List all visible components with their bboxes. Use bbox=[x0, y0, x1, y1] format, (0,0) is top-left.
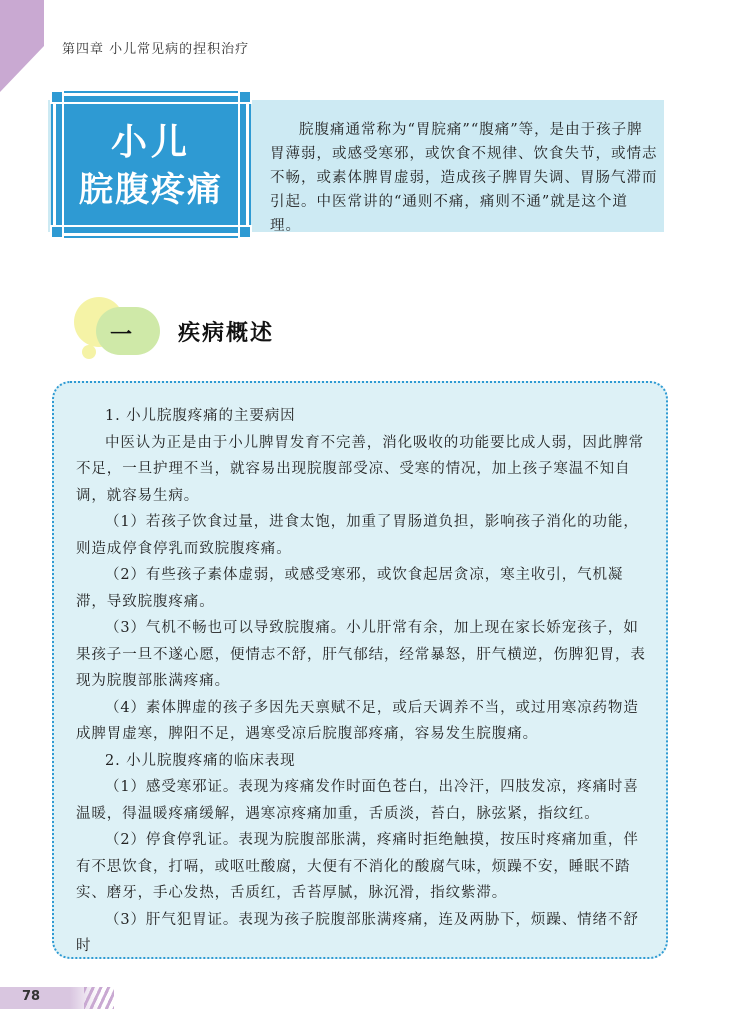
frame-corner-ornament bbox=[50, 225, 64, 239]
paragraph: （2）有些孩子素体虚弱，或感受寒邪，或饮食起居贪凉，寒主收引，气机凝滞，导致脘腹疼痛。 bbox=[76, 567, 624, 610]
paragraph: （3）气机不畅也可以导致脘腹痛。小儿肝常有余，加上现在家长娇宠孩子，如果孩子一旦不遂心愿，便情志不舒，肝气郁结，经常暴怒，肝气横逆，伤脾犯胃，表现为脘腹部胀满疼痛。 bbox=[76, 620, 646, 689]
frame-corner-ornament bbox=[238, 90, 252, 104]
subheading-symptoms: 2. 小儿脘腹疼痛的临床表现 bbox=[105, 752, 296, 769]
chapter-header: 第四章 小儿常见病的捏积治疗 bbox=[62, 42, 250, 57]
page-number: 78 bbox=[22, 989, 41, 1004]
paragraph: （3）肝气犯胃证。表现为孩子脘腹部胀满疼痛，连及两胁下，烦躁、情绪不舒时 bbox=[76, 911, 639, 954]
paragraph: 中医认为正是由于小儿脾胃发育不完善，消化吸收的功能要比成人弱，因此脾常不足，一旦护理不当，就容易出现脘腹部受凉、受寒的情况，加上孩子寒温不知自调，就容易生病。 bbox=[76, 434, 644, 504]
subheading-causes: 1. 小儿脘腹疼痛的主要病因 bbox=[105, 408, 296, 424]
title-line-1: 小儿 bbox=[110, 122, 191, 163]
paragraph: （1）若孩子饮食过量，进食太饱，加重了胃肠道负担，影响孩子消化的功能，则造成停食停乳而致脘腹疼痛。 bbox=[76, 514, 639, 557]
content-body bbox=[76, 403, 648, 960]
paragraph: （1）感受寒邪证。表现为疼痛发作时面色苍白，出冷汗，四肢发凉，疼痛时喜温暖，得温暖疼痛缓解，遇寒凉疼痛加重，舌质淡，苔白，脉弦紧，指纹红。 bbox=[76, 779, 639, 822]
section-title: 疾病概述 bbox=[178, 321, 275, 346]
decorative-dot bbox=[82, 345, 96, 359]
section-number: 一 bbox=[110, 323, 133, 348]
frame-corner-ornament bbox=[238, 225, 252, 239]
title-line-2: 脘腹疼痛 bbox=[79, 170, 223, 210]
title-block bbox=[53, 93, 249, 236]
paragraph: （4）素体脾虚的孩子多因先天禀赋不足，或后天调养不当，或过用寒凉药物造成脾胃虚寒，脾阳不足，遇寒受凉后脘腹部疼痛，容易发生脘腹痛。 bbox=[76, 699, 639, 742]
frame-corner-ornament bbox=[50, 90, 64, 104]
intro-paragraph: 脘腹痛通常称为“胃脘痛”“腹痛”等，是由于孩子脾胃薄弱，或感受寒邪，或饮食不规律、饮食失节，或情志不畅，或素体脾胃虚弱，造成孩子脾胃失调、胃肠气滞而引起。中医常讲的“通则不痛，痛则不通”就是这个道理。 bbox=[270, 122, 658, 234]
paragraph: （2）停食停乳证。表现为脘腹部胀满，疼痛时拒绝触摸，按压时疼痛加重，伴有不思饮食，打嗝，或呕吐酸腐，大便有不消化的酸腐气味，烦躁不安，睡眠不踏实、磨牙，手心发热，舌质红，舌苔厚腻，脉沉滑，指纹紫滞。 bbox=[76, 832, 639, 901]
footer-stripes bbox=[84, 987, 114, 1009]
corner-decoration bbox=[0, 0, 44, 92]
